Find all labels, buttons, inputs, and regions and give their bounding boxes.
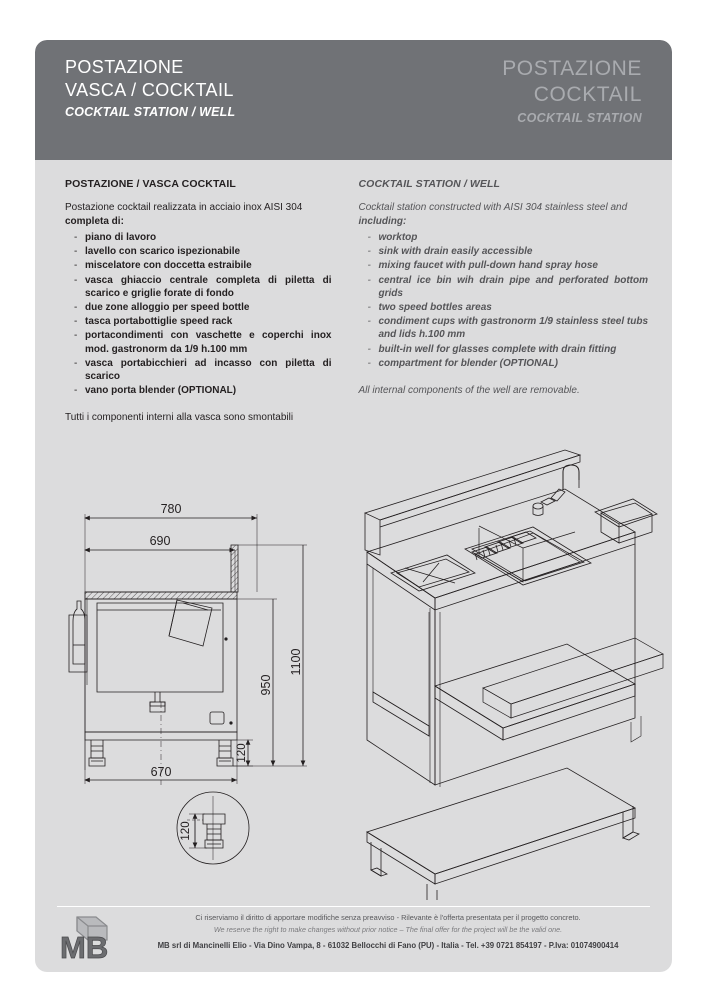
- english-description-column: [354, 178, 673, 424]
- dimension-label-120-foot: 120: [236, 743, 248, 763]
- list-item: - sink with drain easily accessible: [359, 245, 649, 258]
- list-item: - piano di lavoro: [65, 231, 332, 244]
- list-item: - portacondimenti con vaschette e coperchi inox mod. gastronorm da 1/9 h.100 mm: [65, 329, 332, 355]
- mb-logo: [57, 914, 115, 962]
- list-item: - condiment cups with gastronorm 1/9 stainless steel tubs and lids h.100 mm: [359, 315, 649, 341]
- description-columns: [35, 178, 672, 424]
- list-item: - lavello con scarico ispezionabile: [65, 245, 332, 258]
- italian-feature-list: [65, 231, 332, 397]
- list-item: - vasca ghiaccio centrale completa di piletta di scarico e griglie forate di fondo: [65, 274, 332, 300]
- page-footer: [35, 902, 672, 972]
- page-header: [35, 40, 672, 160]
- header-watermark-line-1: POSTAZIONE: [502, 57, 642, 80]
- front-section-view: [69, 502, 307, 785]
- footer-disclaimer-english: We reserve the right to make changes without prior notice – The final offer for the project will be the valid one.: [213, 925, 563, 934]
- list-item: - two speed bottles areas: [359, 301, 649, 314]
- dimension-label-120-detail: 120: [180, 821, 192, 841]
- english-intro: [359, 201, 649, 228]
- list-item: - miscelatore con doccetta estraibile: [65, 259, 332, 272]
- header-title-italian: [65, 56, 235, 119]
- mb-logo-text: MB: [60, 930, 109, 962]
- english-intro-text: Cocktail station constructed with AISI 304 stainless steel and: [358, 202, 628, 213]
- italian-intro-bold: completa di:: [65, 215, 124, 227]
- dimension-label-690: 690: [149, 534, 171, 548]
- header-watermark-subtitle: COCKTAIL STATION: [517, 111, 642, 125]
- dimension-label-1100: 1100: [289, 648, 303, 676]
- technical-drawings: [35, 440, 672, 900]
- header-watermark-line-2: COCKTAIL: [533, 83, 642, 106]
- header-title-watermark: [502, 56, 642, 125]
- list-item: - built-in well for glasses complete with drain fitting: [359, 343, 649, 356]
- list-item: - vano porta blender (OPTIONAL): [65, 384, 332, 397]
- english-intro-bold: including:: [358, 215, 407, 227]
- dimension-label-780: 780: [160, 502, 182, 516]
- english-closing-note: All internal components of the well are removable.: [358, 385, 580, 397]
- italian-section-title: POSTAZIONE / VASCA COCKTAIL: [65, 178, 236, 190]
- list-item: - due zone alloggio per speed bottle: [65, 301, 332, 314]
- italian-intro-text: Postazione cocktail realizzata in acciaio inox AISI 304: [65, 202, 303, 213]
- list-item: - tasca portabottiglie speed rack: [65, 315, 332, 328]
- footer-text-block: [123, 912, 653, 953]
- foot-detail-view: [177, 792, 249, 864]
- datasheet-page: [35, 40, 672, 972]
- footer-company-info: MB srl di Mancinelli Elio - Via Dino Vampa, 8 - 61032 Bellocchi di Fano (PU) - Italia - Tel. +39 0721 854197 - P.Iva: 01074900414: [157, 941, 619, 950]
- list-item: - worktop: [359, 231, 649, 244]
- header-line-2: VASCA / COCKTAIL: [65, 80, 234, 100]
- dimension-label-670: 670: [150, 765, 172, 779]
- footer-disclaimer-italian: Ci riserviamo il diritto di apportare modifiche senza preavviso - Rilevante è l'offerta presentata per il progetto concreto.: [195, 913, 581, 922]
- list-item: - compartment for blender (OPTIONAL): [359, 357, 649, 370]
- footer-divider: [57, 906, 650, 907]
- list-item: - vasca portabicchieri ad incasso con piletta di scarico: [65, 357, 332, 383]
- english-section-title: COCKTAIL STATION / WELL: [358, 178, 501, 190]
- header-line-1: POSTAZIONE: [65, 57, 184, 77]
- italian-closing-note: Tutti i componenti interni alla vasca sono smontabili: [65, 412, 294, 424]
- isometric-view: [365, 450, 663, 900]
- list-item: - mixing faucet with pull-down hand spray hose: [359, 259, 649, 272]
- dimension-label-950: 950: [259, 674, 273, 696]
- italian-description-column: [35, 178, 354, 424]
- header-subtitle-english: COCKTAIL STATION / WELL: [65, 105, 236, 119]
- list-item: - central ice bin wih drain pipe and perforated bottom grids: [359, 274, 649, 300]
- italian-intro: [65, 201, 332, 228]
- english-feature-list: [359, 231, 649, 370]
